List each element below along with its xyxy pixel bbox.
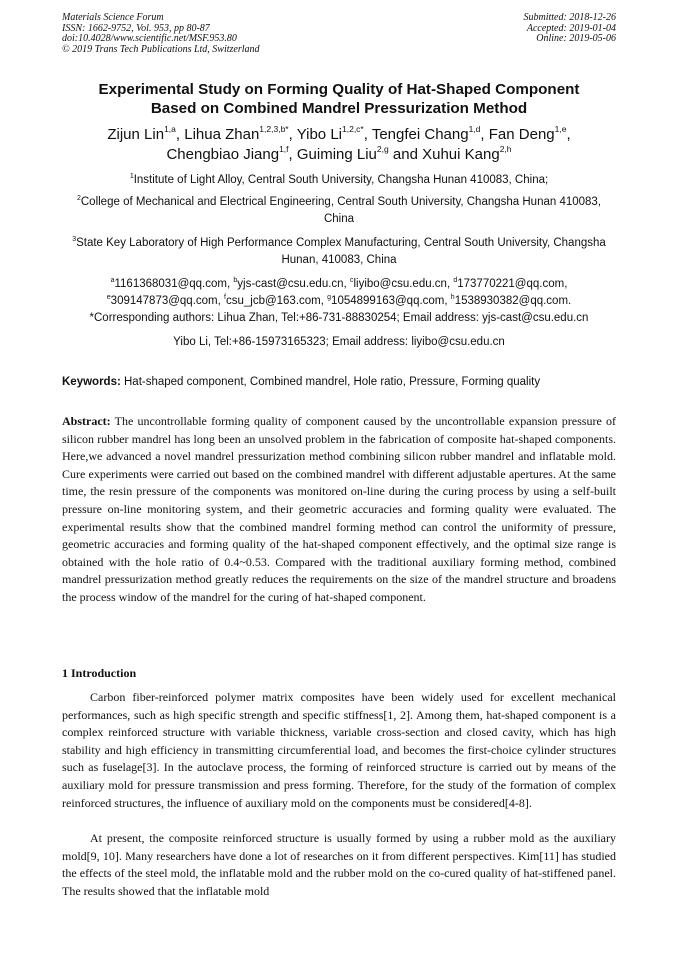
email-block xyxy=(62,276,616,351)
intro-paragraph-2: At present, the composite reinforced structure is usually formed by using a rubber mold as the auxiliary mold[9, 10]. Many researchers have done a lot of researches on it from different perspectives. Kim[11] has studied the effects of the steel mold, the inflatable mold and the rubber mold on the co-cured quality of hat-stiffened panel. The results showed that the inflatable mold xyxy=(62,831,616,898)
affiliation-2: $^2$College of Mechanical and Electrical Engineering, Central South University, Changsha Hunan 410083, China xyxy=(76,195,602,225)
email-d: 173770221@qq.com, xyxy=(457,278,568,290)
email-line-2: $^e$309147873@qq.com, $^f$csu_jcb@163.com, $^g$1054899163@qq.com, $^h$1538930382@qq.com. xyxy=(106,294,572,307)
author: Yibo $Li^{1,2,c*}$ xyxy=(296,124,364,143)
email-c: liyibo@csu.edu.cn, xyxy=(353,278,454,290)
author: Zijun Lin$^{1,a}$ xyxy=(107,124,176,143)
author-list: Zijun Lin$^{1,a}$, Lihua Zhan$^{1,2,3,b*}$, Yibo $Li^{1,2,c*}$, Tengfei Chang$^{1,d}$, Fan Deng$^{1,e}$, Chengbiao Jiang$^{1,f}$, Guiming Liu$^{2,g}$ and Xuhui Kang$^{2,h}$ xyxy=(107,124,571,163)
email-e: 309147873@qq.com, xyxy=(110,295,225,307)
author: Chengbiao Jiang$^{1,f}$ xyxy=(166,144,289,163)
email-b: yjs-cast@csu.edu.cn, xyxy=(237,278,350,290)
intro-paragraph-1: Carbon fiber-reinforced polymer matrix composites have been widely used for excellent mechanical performances, such as high specific strength and specific stiffness[1, 2]. Among them, hat-shaped component is a complex reinforced structure with variable thickness, variable cross-section and closed cavity, which has high stability and high efficiency in transmitting circumferential load, and becomes the first-choice cylinder structures such as fuselage[3]. In the autoclave process, the forming of reinforced structure is carried out by means of the auxiliary mold for pressure transmission and press forming. Therefore, for the study of the formation of complex reinforced structures, the influence of auxiliary mold on the components must be considered[4-8]. xyxy=(62,690,616,810)
copyright: © 2019 Trans Tech Publications Ltd, Switzerland xyxy=(62,43,260,55)
corresponding-authors-2: Yibo Li, Tel:+86-15973165323; Email address: liyibo@csu.edu.cn xyxy=(173,336,505,348)
doi: doi:10.4028/www.scientific.net/MSF.953.80 xyxy=(62,33,237,44)
author: Tengfei Chang$^{1,d}$ xyxy=(371,124,481,143)
email-f: csu_jcb@163.com, xyxy=(225,295,328,307)
keywords-label: Keywords: xyxy=(62,376,121,388)
author: Lihua Zhan$^{1,2,3,b*}$ xyxy=(184,124,289,143)
author: Fan Deng$^{1,e}$ xyxy=(488,124,567,143)
issn: ISSN: 1662-9752, Vol. 953, pp 80-87 xyxy=(62,22,210,34)
title-line-2: Based on Combined Mandrel Pressurization Method xyxy=(150,100,528,117)
keywords xyxy=(62,376,616,388)
abstract-label: Abstract: xyxy=(62,414,111,428)
affiliation-1: $^1$Institute of Light Alloy, Central South University, Changsha Hunan 410083, China; xyxy=(129,173,549,186)
dates-info xyxy=(524,13,617,45)
email-a: 1161368031@qq.com, xyxy=(114,278,234,290)
email-h: 1538930382@qq.com. xyxy=(454,295,572,307)
abstract xyxy=(62,413,616,607)
affiliation-3: $^3$State Key Laboratory of High Performance Complex Manufacturing, Central South University, Changsha Hunan, 410083, China xyxy=(72,236,606,266)
section-heading: 1 Introduction xyxy=(62,666,137,680)
online-date: Online: 2019-05-06 xyxy=(536,33,616,44)
author: Xuhui Kang$^{2,h}$ xyxy=(422,144,512,163)
accepted-date: Accepted: 2019-01-04 xyxy=(526,22,616,34)
abstract-text: The uncontrollable forming quality of component caused by the uncontrollable expansion pressure of silicon rubber mandrel has long been an unsolved problem in the fabrication of composite hat-shaped components. Here,we advanced a novel mandrel pressurization method combining silicon rubber mandrel and inflatable mold. Cure experiments were carried out based on the combined mandrel with different adjustable apertures. At the same time, the resin pressure of the components was monitored on-line during the curing process by using a self-built pressure on-line monitoring system, and their geometric accuracies and forming quality were evaluated. The experimental results show that the combined mandrel forming method can control the uniformity of pressure, geometric accuracies and forming quality of the hat-shaped component effectively, and the optimal size range is obtained with the hole ratio of 0.4~0.53. Compared with the traditional auxiliary forming method, combined mandrel pressurization method greatly reduces the requirements on the size of the mandrel structure and broadens the process window of the mandrel for the curing of hat-shaped component. xyxy=(62,414,616,604)
corresponding-authors: *Corresponding authors: Lihua Zhan, Tel:+86-731-88830254; Email address: yjs-cast@csu.edu.cn xyxy=(89,312,589,324)
submitted-date: Submitted: 2018-12-26 xyxy=(523,12,616,23)
journal-name: Materials Science Forum xyxy=(62,12,164,23)
author: Guiming Liu$^{2,g}$ xyxy=(296,144,389,163)
journal-info xyxy=(62,13,260,55)
title-line-1: Experimental Study on Forming Quality of Hat-Shaped Component xyxy=(98,81,580,98)
email-line-1: $^a$1161368031@qq.com, $^b$yjs-cast@csu.edu.cn, $^c$liyibo@csu.edu.cn, $^d$173770221@qq.com, xyxy=(110,277,568,290)
paper-title xyxy=(62,80,616,118)
keywords-text: Hat-shaped component, Combined mandrel, Hole ratio, Pressure, Forming quality xyxy=(120,376,541,388)
email-g: 1054899163@qq.com, xyxy=(331,295,451,307)
